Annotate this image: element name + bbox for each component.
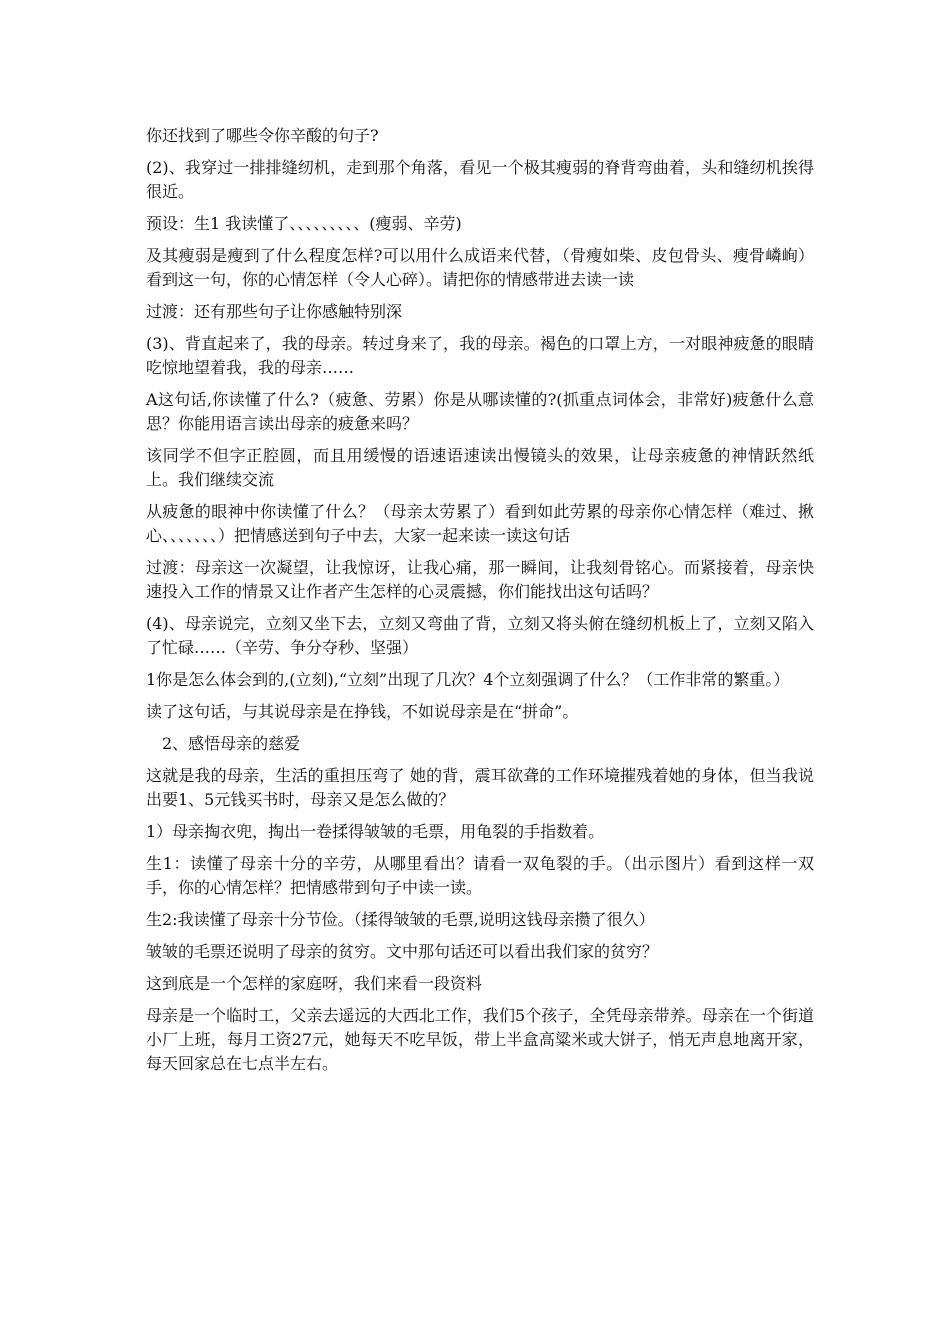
document-body (146, 124, 814, 1084)
paragraph-quote-4: (4)、母亲说完，立刻又坐下去，立刻又弯曲了背，立刻又将头俯在缝纫机板上了，立刻又陷入了忙碌……（辛劳、争分夺秒、坚强） (146, 614, 814, 657)
paragraph-immediately: 1你是怎么体会到的,(立刻),“立刻”出现了几次？4个立刻强调了什么？（工作非常的繁重。） (146, 670, 790, 689)
section-heading-mother-love: 2、感悟母亲的慈爱 (162, 734, 301, 753)
paragraph-background-material: 母亲是一个临时工，父亲去遥远的大西北工作，我们5个孩子，全凭母亲带养。母亲在一个街道小厂上班，每月工资27元，她每天不吃早饭，带上半盒高粱米或大饼子，悄无声息地离开家，每天回家总在七点半左右。 (146, 1006, 814, 1073)
paragraph-question-a: A这句话,你读懂了什么?（疲惫、劳累）你是从哪读懂的?(抓重点词体会，非常好)疲惫什么意思？你能用语言读出母亲的疲惫来吗？ (146, 390, 814, 433)
paragraph-desperate: 读了这句话，与其说母亲是在挣钱，不如说母亲是在“拼命”。 (146, 702, 579, 721)
paragraph-this-is-my-mother: 这就是我的母亲，生活的重担压弯了 她的背，震耳欲聋的工作环境摧残着她的身体，但当我说出要1、5元钱买书时，母亲又是怎么做的？ (146, 766, 814, 809)
paragraph-praise: 该同学不但字正腔圆，而且用缓慢的语速语速读出慢镜头的效果，让母亲疲惫的神情跃然纸上。我们继续交流 (146, 446, 814, 489)
paragraph-thin-explanation: 及其瘦弱是瘦到了什么程度怎样?可以用什么成语来代替，（骨瘦如柴、皮包骨头、瘦骨嶙峋）看到这一句，你的心情怎样（令人心碎）。请把你的情感带进去读一读 (146, 246, 814, 289)
paragraph-poverty: 皱皱的毛票还说明了母亲的贫穷。文中那句话还可以看出我们家的贫穷？ (146, 942, 659, 961)
paragraph-quote-3: (3)、背直起来了，我的母亲。转过身来了，我的母亲。褐色的口罩上方，一对眼神疲惫的眼睛吃惊地望着我，我的母亲…… (146, 334, 814, 377)
paragraph-quote-2: (2)、我穿过一排排缝纫机，走到那个角落，看见一个极其瘦弱的脊背弯曲着，头和缝纫机挨得很近。 (146, 158, 814, 201)
paragraph-question-sentences: 你还找到了哪些令你辛酸的句子? (146, 126, 379, 145)
paragraph-background-intro: 这到底是一个怎样的家庭呀，我们来看一段资料 (146, 974, 483, 993)
paragraph-transition-2: 过渡：母亲这一次凝望，让我惊讶，让我心痛，那一瞬间，让我刻骨铭心。而紧接着，母亲快速投入工作的情景又让作者产生怎样的心灵震撼，你们能找出这句话吗？ (146, 558, 814, 601)
paragraph-transition-1: 过渡：还有那些句子让你感触特别深 (146, 302, 403, 321)
paragraph-student-2-answer: 生2:我读懂了母亲十分节俭。（揉得皱皱的毛票,说明这钱母亲攒了很久） (146, 910, 655, 929)
paragraph-preset-student-1: 预设：生1 我读懂了、、、、、、、、、(瘦弱、辛劳) (146, 214, 462, 233)
paragraph-tired-eyes: 从疲惫的眼神中你读懂了什么？（母亲太劳累了）看到如此劳累的母亲你心情怎样（难过、揪心、、、、、、、）把情感送到句子中去，大家一起来读一读这句话 (146, 502, 814, 545)
paragraph-student-1-answer: 生1：读懂了母亲十分的辛劳，从哪里看出？请看一双龟裂的手。（出示图片）看到这样一双手，你的心情怎样？把情感带到句子中读一读。 (146, 854, 814, 897)
paragraph-pocket-money: 1）母亲掏衣兜，掏出一卷揉得皱皱的毛票，用龟裂的手指数着。 (146, 822, 605, 841)
